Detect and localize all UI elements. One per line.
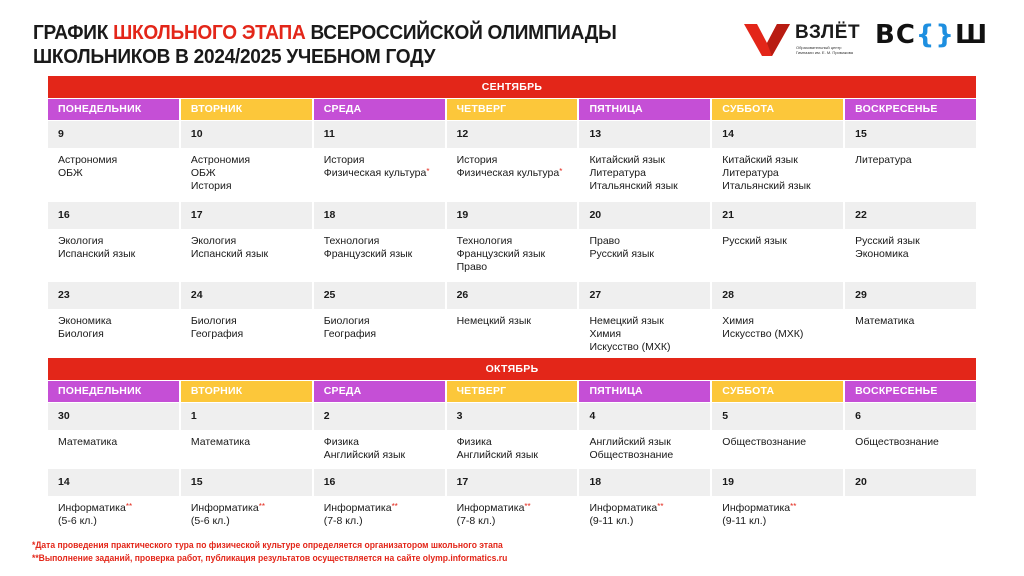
subject-item: Экономика xyxy=(58,315,112,327)
subject-item: Обществознание xyxy=(722,436,807,448)
subjects-cell xyxy=(845,430,976,468)
date-cell: 16 xyxy=(314,469,445,496)
subjects-row xyxy=(48,309,976,359)
subjects-cell xyxy=(181,309,312,359)
date-cell: 3 xyxy=(447,403,578,430)
weekday-header: СРЕДА xyxy=(314,99,445,120)
month-calendar xyxy=(48,76,976,359)
subject-item: (9-11 кл.) xyxy=(589,515,634,527)
subject-item: Информатика** xyxy=(722,502,797,514)
footnote-marker: * xyxy=(426,167,430,176)
page-title xyxy=(33,21,684,69)
subject-item: Французский язык xyxy=(456,248,546,260)
vzlet-wordmark: ВЗЛЁТ xyxy=(795,22,861,43)
subject-item: Китайский язык xyxy=(722,154,798,166)
subject-item: ОБЖ xyxy=(58,167,83,179)
weekday-header: ВТОРНИК xyxy=(181,381,312,402)
footnote-marker: * xyxy=(559,167,563,176)
subject-item: Биология xyxy=(58,328,104,340)
date-cell: 15 xyxy=(181,469,312,496)
date-row xyxy=(48,469,976,496)
date-cell: 23 xyxy=(48,282,179,309)
vzlet-check-icon xyxy=(744,24,790,56)
subjects-cell xyxy=(447,148,578,201)
subject-item: Итальянский язык xyxy=(589,180,678,192)
subject-item: Физическая культура* xyxy=(456,167,563,179)
weekday-header: ПОНЕДЕЛЬНИК xyxy=(48,381,179,402)
subject-item: История xyxy=(190,180,232,192)
date-cell: 17 xyxy=(447,469,578,496)
subjects-cell xyxy=(447,430,578,468)
subject-item: Испанский язык xyxy=(190,248,269,260)
subject-item: История xyxy=(323,154,365,166)
title-text: ГРАФИК xyxy=(33,21,114,44)
month-title: СЕНТЯБРЬ xyxy=(48,76,976,98)
date-row xyxy=(48,202,976,229)
date-cell: 20 xyxy=(845,469,976,496)
subjects-cell xyxy=(181,148,312,201)
vzlet-subtitle xyxy=(796,45,866,55)
weekday-header: СУББОТА xyxy=(712,381,843,402)
footnote-physical-education: *Дата проведения практического тура по физической культуре определяется организатором школьного этапа xyxy=(32,540,503,551)
subjects-row xyxy=(48,430,976,468)
subject-item: Русский язык xyxy=(855,235,920,247)
subject-item: Китайский язык xyxy=(589,154,665,166)
title-line-2: ШКОЛЬНИКОВ В 2024/2025 УЧЕБНОМ ГОДУ xyxy=(33,45,436,68)
date-cell: 1 xyxy=(181,403,312,430)
subjects-row xyxy=(48,229,976,281)
subject-item: Биология xyxy=(190,315,237,327)
date-cell: 19 xyxy=(712,469,843,496)
subject-item: Астрономия xyxy=(190,154,251,166)
weekday-header: ВОСКРЕСЕНЬЕ xyxy=(845,381,976,402)
subject-item: Русский язык xyxy=(589,248,654,260)
date-cell: 18 xyxy=(314,202,445,229)
subjects-cell xyxy=(48,229,179,281)
title-line-1 xyxy=(33,21,684,45)
subjects-cell xyxy=(181,430,312,468)
vsosh-text: ВС xyxy=(875,20,916,50)
subject-item: Английский язык xyxy=(589,436,671,448)
footnotes xyxy=(32,540,507,565)
footnote-marker: ** xyxy=(790,502,797,511)
subjects-cell xyxy=(447,229,578,281)
subjects-cell xyxy=(712,496,843,536)
subjects-cell xyxy=(845,148,976,201)
weekday-header: СРЕДА xyxy=(314,381,445,402)
date-cell: 5 xyxy=(712,403,843,430)
subject-item: Информатика** xyxy=(58,502,133,514)
subject-item: Обществознание xyxy=(855,436,939,448)
subjects-cell xyxy=(48,496,179,536)
subject-item: География xyxy=(323,328,377,340)
weekday-header: ПЯТНИЦА xyxy=(579,381,710,402)
date-cell: 6 xyxy=(845,403,976,430)
date-row xyxy=(48,403,976,430)
month-calendar xyxy=(48,358,976,536)
subject-item: История xyxy=(456,154,498,166)
vsosh-logo xyxy=(875,20,988,50)
subject-item: Технология xyxy=(456,235,513,247)
date-cell: 26 xyxy=(447,282,578,309)
date-cell: 9 xyxy=(48,121,179,148)
subject-item: Экология xyxy=(58,235,104,247)
subjects-cell xyxy=(845,229,976,281)
subject-item: Информатика** xyxy=(456,502,531,514)
date-cell: 17 xyxy=(181,202,312,229)
weekday-header-row xyxy=(48,381,976,402)
subjects-cell xyxy=(579,309,710,359)
subjects-cell xyxy=(314,430,445,468)
subject-item: Немецкий язык xyxy=(589,315,664,327)
subject-item: Химия xyxy=(722,315,754,327)
date-cell: 29 xyxy=(845,282,976,309)
subject-item: География xyxy=(190,328,244,340)
subjects-cell xyxy=(314,229,445,281)
vzlet-subtitle-line: Образовательный центр xyxy=(796,45,842,50)
date-cell: 16 xyxy=(48,202,179,229)
weekday-header: ПОНЕДЕЛЬНИК xyxy=(48,99,179,120)
weekday-header: ЧЕТВЕРГ xyxy=(447,381,578,402)
footnote-marker: ** xyxy=(125,502,133,511)
subject-item: Физика xyxy=(323,436,359,448)
subjects-cell xyxy=(48,148,179,201)
date-cell: 4 xyxy=(579,403,710,430)
subject-item: Биология xyxy=(323,315,370,327)
vzlet-subtitle-line: Гимназии им. Е. М. Примакова xyxy=(796,50,854,55)
subjects-cell xyxy=(314,496,445,536)
date-cell: 11 xyxy=(314,121,445,148)
footnote-marker: ** xyxy=(258,502,265,511)
subject-item: Физическая культура* xyxy=(323,167,430,179)
date-cell: 18 xyxy=(579,469,710,496)
footnote-informatics: **Выполнение заданий, проверка работ, публикация результатов осуществляется на сайте olymp.informatics.ru xyxy=(32,552,508,564)
subjects-cell xyxy=(579,430,710,468)
subject-item: Литература xyxy=(589,167,646,179)
subject-item: Химия xyxy=(589,328,622,340)
date-cell: 30 xyxy=(48,403,179,430)
subject-item: Испанский язык xyxy=(58,248,136,260)
subject-item: Право xyxy=(589,235,620,247)
subject-item: Обществознание xyxy=(589,449,674,461)
subjects-cell xyxy=(48,430,179,468)
subject-item: Экология xyxy=(190,235,237,247)
footnote-marker: ** xyxy=(391,502,398,511)
date-cell: 14 xyxy=(48,469,179,496)
subject-item: Технология xyxy=(323,235,380,247)
subject-item: Английский язык xyxy=(323,449,406,461)
date-cell: 24 xyxy=(181,282,312,309)
subject-item: Информатика** xyxy=(589,502,664,514)
footnote-marker: ** xyxy=(524,502,531,511)
subjects-row xyxy=(48,148,976,201)
subject-item: Искусство (МХК) xyxy=(722,328,804,340)
subjects-cell xyxy=(181,229,312,281)
subject-item: Искусство (МХК) xyxy=(589,341,671,353)
subject-item: Экономика xyxy=(855,248,909,260)
subject-item: Французский язык xyxy=(323,248,413,260)
subjects-cell xyxy=(48,309,179,359)
vsosh-text: Ш xyxy=(954,20,989,50)
subject-item: Право xyxy=(456,261,488,273)
date-cell: 22 xyxy=(845,202,976,229)
subjects-cell xyxy=(712,309,843,359)
subject-item: (7-8 кл.) xyxy=(323,515,363,527)
subjects-cell xyxy=(579,496,710,536)
date-cell: 12 xyxy=(447,121,578,148)
subjects-cell xyxy=(579,229,710,281)
weekday-header: ПЯТНИЦА xyxy=(579,99,710,120)
title-accent-text: ШКОЛЬНОГО ЭТАПА xyxy=(113,21,306,44)
subjects-cell xyxy=(181,496,312,536)
date-cell: 28 xyxy=(712,282,843,309)
date-cell: 10 xyxy=(181,121,312,148)
subjects-cell xyxy=(845,496,976,536)
subject-item: ОБЖ xyxy=(190,167,216,179)
subject-item: (5-6 кл.) xyxy=(190,515,230,527)
subject-item: Астрономия xyxy=(58,154,118,166)
subjects-cell xyxy=(447,496,578,536)
date-row xyxy=(48,121,976,148)
date-cell: 25 xyxy=(314,282,445,309)
subjects-cell xyxy=(712,148,843,201)
brace-open-icon: { xyxy=(915,20,936,50)
date-cell: 2 xyxy=(314,403,445,430)
subject-item: Русский язык xyxy=(722,235,787,247)
subject-item: Математика xyxy=(58,436,118,448)
weekday-header: ВТОРНИК xyxy=(181,99,312,120)
subject-item: (7-8 кл.) xyxy=(456,515,496,527)
footnote-marker: ** xyxy=(657,502,664,511)
date-cell: 27 xyxy=(579,282,710,309)
subjects-cell xyxy=(314,309,445,359)
subject-item: (5-6 кл.) xyxy=(58,515,97,527)
subject-item: (9-11 кл.) xyxy=(722,515,767,527)
subject-item: Математика xyxy=(190,436,251,448)
weekday-header: СУББОТА xyxy=(712,99,843,120)
subjects-cell xyxy=(447,309,578,359)
vzlet-logo xyxy=(744,22,864,62)
date-row xyxy=(48,282,976,309)
title-text: ВСЕРОССИЙСКОЙ ОЛИМПИАДЫ xyxy=(305,21,617,44)
date-cell: 15 xyxy=(845,121,976,148)
weekday-header-row xyxy=(48,99,976,120)
subject-item: Немецкий язык xyxy=(456,315,531,327)
date-cell: 13 xyxy=(579,121,710,148)
date-cell: 14 xyxy=(712,121,843,148)
subject-item: Информатика** xyxy=(323,502,398,514)
date-cell: 19 xyxy=(447,202,578,229)
date-cell: 21 xyxy=(712,202,843,229)
subject-item: Литература xyxy=(722,167,779,179)
subjects-cell xyxy=(712,229,843,281)
subject-item: Литература xyxy=(855,154,912,166)
weekday-header: ЧЕТВЕРГ xyxy=(447,99,578,120)
subject-item: Английский язык xyxy=(456,449,538,461)
date-cell: 20 xyxy=(579,202,710,229)
subject-item: Итальянский язык xyxy=(722,180,811,192)
subjects-cell xyxy=(845,309,976,359)
subject-item: Физика xyxy=(456,436,492,448)
subjects-cell xyxy=(579,148,710,201)
subject-item: Математика xyxy=(855,315,915,327)
subject-item: Информатика** xyxy=(190,502,265,514)
brace-close-icon: } xyxy=(935,20,955,50)
subjects-cell xyxy=(712,430,843,468)
subjects-row xyxy=(48,496,976,536)
weekday-header: ВОСКРЕСЕНЬЕ xyxy=(845,99,976,120)
subjects-cell xyxy=(314,148,445,201)
month-title: ОКТЯБРЬ xyxy=(48,358,976,380)
